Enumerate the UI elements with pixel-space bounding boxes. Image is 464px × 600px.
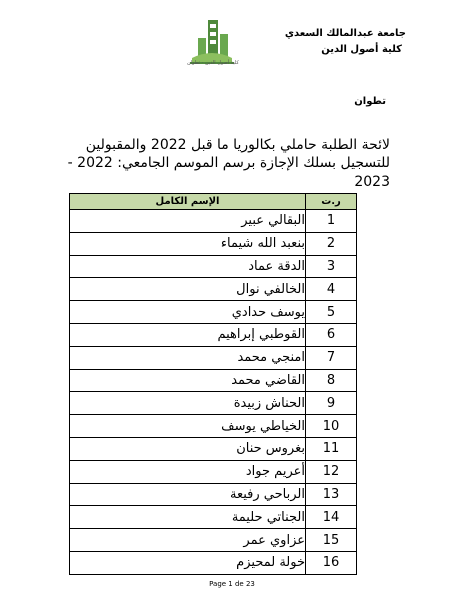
table-row — [70, 506, 357, 529]
city-name: تطوان — [354, 96, 386, 107]
university-name: جامعة عبدالمالك السعدي — [284, 28, 406, 39]
table-row — [70, 255, 357, 278]
row-number: 10 — [306, 415, 357, 438]
student-name: القوطبي إبراهيم — [70, 323, 306, 346]
faculty-name: كلية أصول الدين — [321, 44, 402, 55]
student-name: القاضي محمد — [70, 369, 306, 392]
student-name: الجناتي حليمة — [70, 506, 306, 529]
students-table — [69, 193, 357, 575]
student-name: الخالفي نوال — [70, 278, 306, 301]
table-row — [70, 437, 357, 460]
table-row — [70, 392, 357, 415]
row-number: 5 — [306, 301, 357, 324]
row-number: 8 — [306, 369, 357, 392]
table-row — [70, 301, 357, 324]
student-name: البقالي عبير — [70, 210, 306, 233]
table-row — [70, 415, 357, 438]
row-number: 13 — [306, 483, 357, 506]
student-name: الخياطي يوسف — [70, 415, 306, 438]
student-name: عزاوي عمر — [70, 529, 306, 552]
row-number: 15 — [306, 529, 357, 552]
student-name: امنجي محمد — [70, 346, 306, 369]
table-row — [70, 278, 357, 301]
table-row — [70, 323, 357, 346]
title-line-1: لائحة الطلبة حاملي بكالوريا ما قبل 2022 والمقبولين — [85, 137, 390, 153]
title-line-2: للتسجيل بسلك الإجازة برسم الموسم الجامعي: 2022 - — [67, 155, 390, 171]
table-row — [70, 232, 357, 255]
student-name: يوسف حدادي — [70, 301, 306, 324]
student-name: أعريم جواد — [70, 460, 306, 483]
table-row — [70, 460, 357, 483]
table-row — [70, 529, 357, 552]
row-number: 16 — [306, 551, 357, 574]
row-number: 6 — [306, 323, 357, 346]
page-number: Page 1 de 23 — [209, 580, 255, 588]
student-name: خولة لمحيزم — [70, 551, 306, 574]
row-number: 3 — [306, 255, 357, 278]
table-header-row — [70, 194, 357, 210]
row-number: 11 — [306, 437, 357, 460]
table-row — [70, 369, 357, 392]
table-row — [70, 210, 357, 233]
row-number: 1 — [306, 210, 357, 233]
row-number: 2 — [306, 232, 357, 255]
row-number: 12 — [306, 460, 357, 483]
row-number: 7 — [306, 346, 357, 369]
logo-caption: كلية أصول الدين · تطوان — [187, 60, 239, 66]
student-name: بغروس حنان — [70, 437, 306, 460]
student-name: الرباحي رفيعة — [70, 483, 306, 506]
student-name: الحناش زبيدة — [70, 392, 306, 415]
number-column-header: ر.ت — [306, 194, 357, 210]
row-number: 9 — [306, 392, 357, 415]
table-row — [70, 551, 357, 574]
title-line-3: 2023 — [354, 174, 390, 190]
table-row — [70, 483, 357, 506]
student-name: بنعبد الله شيماء — [70, 232, 306, 255]
name-column-header: الإسم الكامل — [70, 194, 306, 210]
row-number: 4 — [306, 278, 357, 301]
student-name: الدقة عماد — [70, 255, 306, 278]
table-row — [70, 346, 357, 369]
row-number: 14 — [306, 506, 357, 529]
